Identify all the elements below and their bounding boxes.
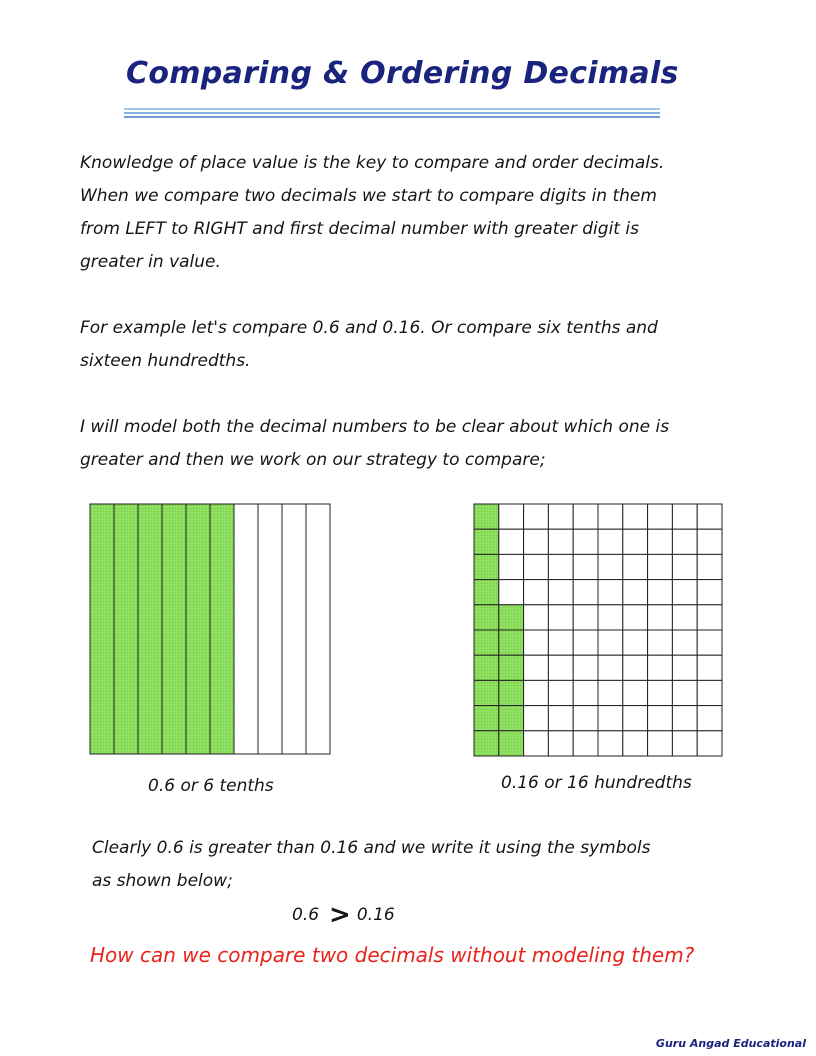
unshaded-hundredth [623, 529, 648, 554]
unshaded-hundredth [697, 504, 722, 529]
shaded-hundredth [474, 605, 499, 630]
unshaded-hundredth [697, 554, 722, 579]
unshaded-hundredth [623, 680, 648, 705]
unshaded-hundredth [573, 529, 598, 554]
unshaded-hundredth [648, 630, 673, 655]
shaded-hundredth [474, 680, 499, 705]
unshaded-hundredth [623, 655, 648, 680]
shaded-hundredth [499, 731, 524, 756]
unshaded-hundredth [648, 529, 673, 554]
unshaded-hundredth [697, 731, 722, 756]
unshaded-hundredth [697, 630, 722, 655]
unshaded-hundredth [598, 504, 623, 529]
unshaded-hundredth [598, 706, 623, 731]
unshaded-hundredth [548, 655, 573, 680]
intro-line: from LEFT to RIGHT and first decimal number with greater digit is [80, 219, 639, 239]
unshaded-hundredth [573, 504, 598, 529]
unshaded-hundredth [573, 731, 598, 756]
unshaded-hundredth [548, 529, 573, 554]
unshaded-hundredth [499, 529, 524, 554]
unshaded-tenth [306, 504, 330, 754]
shaded-hundredth [499, 630, 524, 655]
unshaded-hundredth [672, 504, 697, 529]
unshaded-hundredth [548, 504, 573, 529]
shaded-tenth [90, 504, 114, 754]
unshaded-hundredth [573, 554, 598, 579]
unshaded-hundredth [697, 706, 722, 731]
shaded-hundredth [474, 630, 499, 655]
unshaded-hundredth [573, 655, 598, 680]
shaded-hundredth [474, 731, 499, 756]
unshaded-hundredth [524, 529, 549, 554]
unshaded-hundredth [548, 706, 573, 731]
unshaded-hundredth [598, 655, 623, 680]
unshaded-hundredth [499, 504, 524, 529]
unshaded-hundredth [598, 680, 623, 705]
unshaded-hundredth [623, 554, 648, 579]
unshaded-hundredth [548, 630, 573, 655]
unshaded-hundredth [524, 504, 549, 529]
intro-line: When we compare two decimals we start to compare digits in them [80, 186, 657, 206]
example-line: For example let's compare 0.6 and 0.16. Or compare six tenths and [80, 318, 658, 338]
shaded-hundredth [499, 605, 524, 630]
unshaded-hundredth [697, 529, 722, 554]
shaded-tenth [186, 504, 210, 754]
unshaded-hundredth [598, 731, 623, 756]
unshaded-hundredth [573, 680, 598, 705]
tenths-caption: 0.6 or 6 tenths [148, 776, 274, 796]
unshaded-hundredth [548, 680, 573, 705]
unshaded-hundredth [648, 605, 673, 630]
shaded-hundredth [499, 655, 524, 680]
unshaded-hundredth [672, 605, 697, 630]
unshaded-hundredth [499, 580, 524, 605]
shaded-tenth [114, 504, 138, 754]
unshaded-hundredth [524, 655, 549, 680]
footer-credit: Guru Angad Educational [655, 1037, 806, 1050]
unshaded-hundredth [524, 580, 549, 605]
unshaded-hundredth [648, 580, 673, 605]
unshaded-hundredth [548, 605, 573, 630]
unshaded-hundredth [697, 580, 722, 605]
unshaded-hundredth [623, 580, 648, 605]
unshaded-hundredth [648, 680, 673, 705]
unshaded-hundredth [548, 731, 573, 756]
unshaded-hundredth [648, 655, 673, 680]
unshaded-hundredth [623, 706, 648, 731]
model-intro-paragraph [80, 411, 669, 477]
conclusion-paragraph [92, 832, 651, 898]
unshaded-hundredth [672, 655, 697, 680]
tenths-model [88, 502, 334, 756]
unshaded-hundredth [648, 504, 673, 529]
unshaded-hundredth [672, 529, 697, 554]
unshaded-hundredth [598, 605, 623, 630]
unshaded-tenth [258, 504, 282, 754]
title-underline [124, 106, 660, 122]
unshaded-hundredth [524, 605, 549, 630]
unshaded-hundredth [598, 630, 623, 655]
comparison-left: 0.6 [292, 905, 320, 925]
unshaded-hundredth [524, 731, 549, 756]
shaded-hundredth [474, 655, 499, 680]
unshaded-hundredth [623, 630, 648, 655]
model-intro-line: greater and then we work on our strategy to compare; [80, 450, 546, 470]
comparison-expression [292, 900, 395, 930]
hundredths-model [472, 502, 726, 758]
intro-paragraph [80, 147, 664, 279]
unshaded-hundredth [524, 680, 549, 705]
shaded-hundredth [499, 680, 524, 705]
unshaded-hundredth [548, 580, 573, 605]
closing-question: How can we compare two decimals without modeling them? [90, 943, 695, 967]
unshaded-hundredth [524, 706, 549, 731]
conclusion-line: as shown below; [92, 871, 233, 891]
shaded-hundredth [474, 504, 499, 529]
unshaded-hundredth [623, 504, 648, 529]
unshaded-hundredth [573, 706, 598, 731]
unshaded-hundredth [499, 554, 524, 579]
unshaded-hundredth [573, 630, 598, 655]
unshaded-hundredth [623, 731, 648, 756]
unshaded-hundredth [697, 605, 722, 630]
unshaded-tenth [234, 504, 258, 754]
unshaded-hundredth [573, 605, 598, 630]
greater-than-symbol: > [329, 900, 351, 930]
unshaded-hundredth [697, 680, 722, 705]
unshaded-hundredth [598, 580, 623, 605]
unshaded-hundredth [648, 731, 673, 756]
shaded-tenth [210, 504, 234, 754]
unshaded-tenth [282, 504, 306, 754]
unshaded-hundredth [573, 580, 598, 605]
model-intro-line: I will model both the decimal numbers to be clear about which one is [80, 417, 670, 437]
unshaded-hundredth [672, 680, 697, 705]
unshaded-hundredth [672, 580, 697, 605]
unshaded-hundredth [697, 655, 722, 680]
intro-line: greater in value. [80, 252, 221, 272]
example-line: sixteen hundredths. [80, 351, 251, 371]
shaded-hundredth [474, 529, 499, 554]
shaded-hundredth [499, 706, 524, 731]
shaded-hundredth [474, 580, 499, 605]
example-paragraph [80, 312, 658, 378]
conclusion-line: Clearly 0.6 is greater than 0.16 and we write it using the symbols [92, 838, 651, 858]
shaded-hundredth [474, 554, 499, 579]
unshaded-hundredth [648, 706, 673, 731]
comparison-right: 0.16 [356, 905, 395, 925]
unshaded-hundredth [623, 605, 648, 630]
shaded-hundredth [474, 706, 499, 731]
unshaded-hundredth [524, 630, 549, 655]
unshaded-hundredth [672, 706, 697, 731]
unshaded-hundredth [672, 630, 697, 655]
unshaded-hundredth [598, 529, 623, 554]
shaded-tenth [138, 504, 162, 754]
unshaded-hundredth [548, 554, 573, 579]
hundredths-caption: 0.16 or 16 hundredths [501, 773, 692, 793]
unshaded-hundredth [524, 554, 549, 579]
unshaded-hundredth [672, 554, 697, 579]
unshaded-hundredth [598, 554, 623, 579]
unshaded-hundredth [648, 554, 673, 579]
page-title: Comparing & Ordering Decimals [126, 56, 679, 91]
unshaded-hundredth [672, 731, 697, 756]
intro-line: Knowledge of place value is the key to compare and order decimals. [80, 153, 665, 173]
shaded-tenth [162, 504, 186, 754]
